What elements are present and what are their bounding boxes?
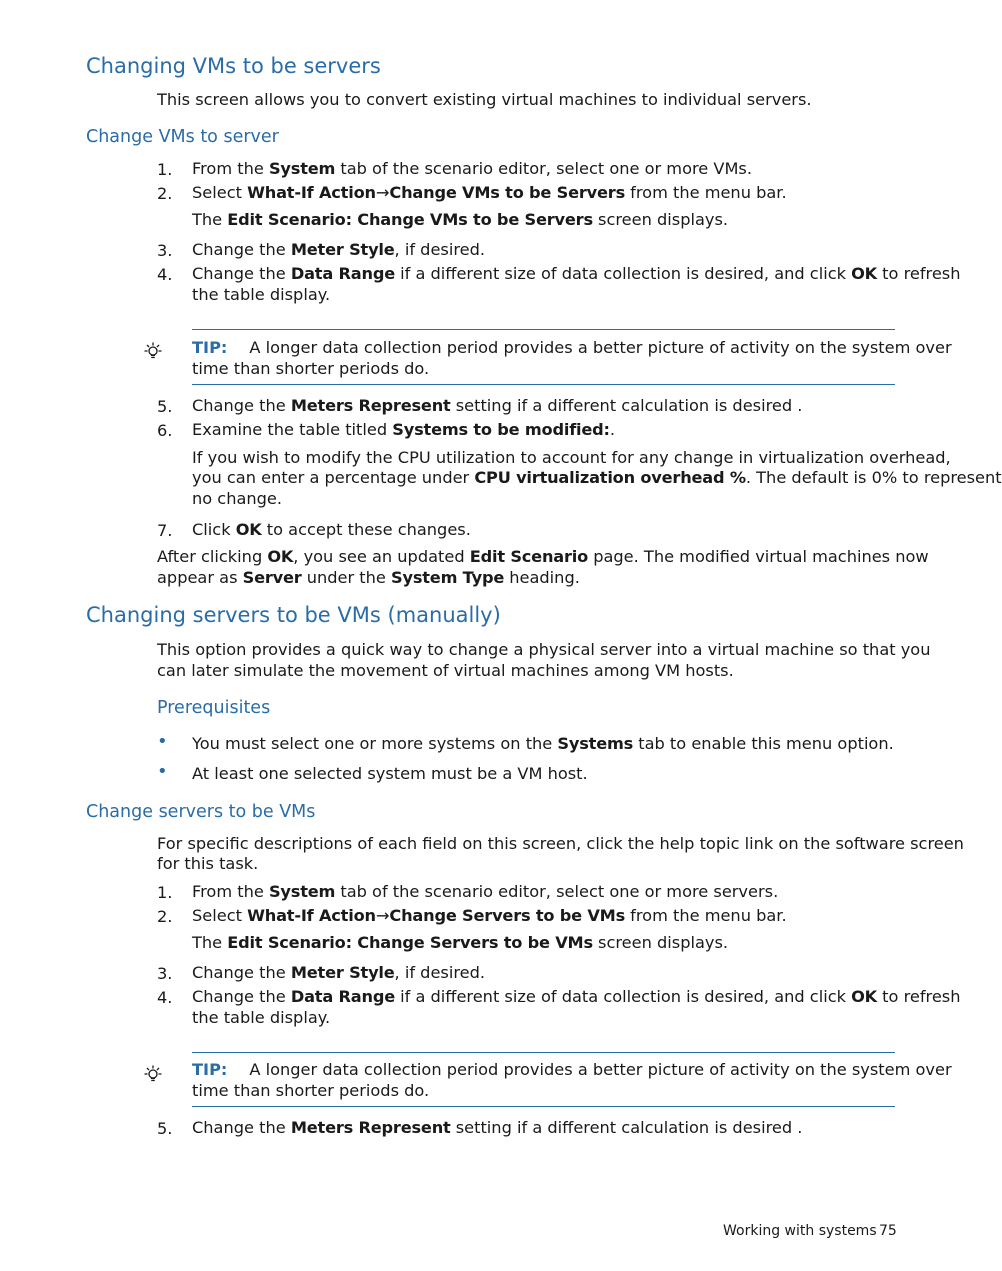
section-intro: This option provides a quick way to change a physical server into a virtual machine so that you xyxy=(157,640,931,659)
after-paragraph: After clicking OK, you see an updated Edit Scenario page. The modified virtual machines now xyxy=(157,547,929,566)
step-text: Select What-If Action→Change Servers to be VMs from the menu bar. xyxy=(192,906,787,925)
tip-rule-top xyxy=(192,1052,895,1053)
step-number: 7. xyxy=(157,521,173,540)
step-detail: no change. xyxy=(192,489,283,508)
step-text: Change the Meter Style, if desired. xyxy=(192,240,486,259)
section-intro-continued: can later simulate the movement of virtual machines among VM hosts. xyxy=(157,661,734,680)
subheading-change-servers-to-vms: Change servers to be VMs xyxy=(86,802,316,822)
lightbulb-icon xyxy=(142,1064,164,1086)
tip-text-continued: time than shorter periods do. xyxy=(192,1081,430,1100)
tip-rule-top xyxy=(192,329,895,330)
step-text-continued: the table display. xyxy=(192,285,331,304)
step-text: Change the Data Range if a different size of data collection is desired, and click OK to refresh xyxy=(192,987,961,1006)
step-text: Change the Data Range if a different size of data collection is desired, and click OK to refresh xyxy=(192,264,961,283)
step-number: 1. xyxy=(157,160,173,179)
list-item: You must select one or more systems on the Systems tab to enable this menu option. xyxy=(192,734,894,753)
section-heading-servers-to-vms: Changing servers to be VMs (manually) xyxy=(86,603,501,627)
tip-text-continued: time than shorter periods do. xyxy=(192,359,430,378)
step-text: Click OK to accept these changes. xyxy=(192,520,471,539)
step-text: Change the Meters Represent setting if a different calculation is desired . xyxy=(192,396,803,415)
step-number: 2. xyxy=(157,184,173,203)
description-continued: for this task. xyxy=(157,854,259,873)
step-result: The Edit Scenario: Change Servers to be VMs screen displays. xyxy=(192,933,729,952)
step-text: Examine the table titled Systems to be modified:. xyxy=(192,420,615,439)
step-number: 1. xyxy=(157,883,173,902)
footer-section-title: Working with systems xyxy=(723,1223,877,1239)
tip-text: TIP: A longer data collection period provides a better picture of activity on the system over xyxy=(192,338,952,357)
step-text: From the System tab of the scenario editor, select one or more VMs. xyxy=(192,159,753,178)
list-item: At least one selected system must be a VM host. xyxy=(192,764,588,783)
step-number: 5. xyxy=(157,1119,173,1138)
section-intro: This screen allows you to convert existing virtual machines to individual servers. xyxy=(157,90,812,109)
subheading-change-vms-to-server: Change VMs to server xyxy=(86,127,279,147)
step-number: 6. xyxy=(157,421,173,440)
step-text: Change the Meters Represent setting if a different calculation is desired . xyxy=(192,1118,803,1137)
page-number: 75 xyxy=(879,1223,897,1239)
step-number: 4. xyxy=(157,265,173,284)
step-number: 3. xyxy=(157,241,173,260)
step-text: Change the Meter Style, if desired. xyxy=(192,963,486,982)
tip-rule-bottom xyxy=(192,384,895,385)
step-number: 4. xyxy=(157,988,173,1007)
bullet-icon: • xyxy=(157,731,168,752)
step-number: 5. xyxy=(157,397,173,416)
after-paragraph-continued: appear as Server under the System Type heading. xyxy=(157,568,580,587)
step-result: The Edit Scenario: Change VMs to be Servers screen displays. xyxy=(192,210,729,229)
tip-rule-bottom xyxy=(192,1106,895,1107)
subheading-prerequisites: Prerequisites xyxy=(157,698,271,718)
step-text: Select What-If Action→Change VMs to be Servers from the menu bar. xyxy=(192,183,787,202)
section-heading-vms-to-servers: Changing VMs to be servers xyxy=(86,54,381,78)
step-text: From the System tab of the scenario editor, select one or more servers. xyxy=(192,882,779,901)
step-text-continued: the table display. xyxy=(192,1008,331,1027)
lightbulb-icon xyxy=(142,341,164,363)
step-number: 2. xyxy=(157,907,173,926)
step-detail: If you wish to modify the CPU utilization to account for any change in virtualization overhead, xyxy=(192,448,951,467)
tip-text: TIP: A longer data collection period provides a better picture of activity on the system over xyxy=(192,1060,952,1079)
step-detail: you can enter a percentage under CPU virtualization overhead %. The default is 0% to represent xyxy=(192,468,1002,487)
description: For specific descriptions of each field on this screen, click the help topic link on the software screen xyxy=(157,834,964,853)
bullet-icon: • xyxy=(157,761,168,782)
step-number: 3. xyxy=(157,964,173,983)
